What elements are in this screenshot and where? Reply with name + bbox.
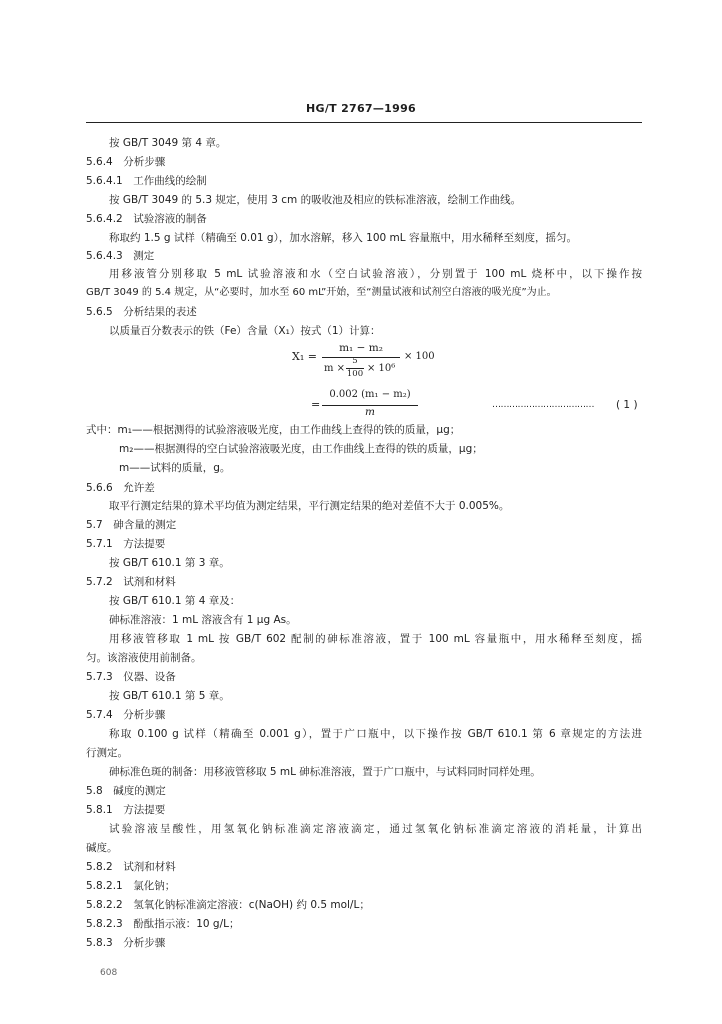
section-heading: 5.6.4.1 工作曲线的绘制 bbox=[86, 175, 207, 187]
text-line: 行测定。 bbox=[86, 747, 128, 759]
formula-denominator-suffix: × 10⁶ bbox=[367, 363, 396, 374]
section-heading: 5.7.4 分析步骤 bbox=[86, 709, 166, 721]
section-heading: 5.8 碱度的测定 bbox=[86, 785, 166, 797]
section-heading: 5.6.4.3 测定 bbox=[86, 250, 155, 262]
section-heading: 5.6.5 分析结果的表述 bbox=[86, 306, 197, 318]
section-heading: 5.7.1 方法提要 bbox=[86, 538, 166, 550]
section-heading: 5.8.1 方法提要 bbox=[86, 804, 166, 816]
where-line: 式中：m₁——根据测得的试验溶液吸光度，由工作曲线上查得的铁的质量，μg； bbox=[86, 424, 461, 436]
section-heading: 5.8.2.1 氯化钠； bbox=[86, 880, 176, 892]
text-line: 取平行测定结果的算术平均值为测定结果，平行测定结果的绝对差值不大于 0.005%。 bbox=[109, 500, 510, 512]
section-heading: 5.6.4 分析步骤 bbox=[86, 156, 166, 168]
text-line: 砷标准色斑的制备：用移液管移取 5 mL 砷标准溶液，置于广口瓶中，与试料同时同样处理。 bbox=[109, 766, 541, 778]
section-heading: 5.8.3 分析步骤 bbox=[86, 937, 166, 949]
where-line: m——试料的质量，g。 bbox=[119, 462, 231, 474]
text-line: 按 GB/T 610.1 第 3 章。 bbox=[109, 557, 230, 569]
header-rule bbox=[86, 122, 642, 123]
text-line: 称取 0.100 g 试样（精确至 0.001 g），置于广口瓶中，以下操作按 GB/T 610.1 第 6 章规定的方法进 bbox=[109, 728, 642, 740]
text-line: 按 GB/T 610.1 第 4 章及： bbox=[109, 595, 241, 607]
small-fraction-numerator: 5 bbox=[352, 356, 358, 366]
formula-denominator-2: m bbox=[365, 406, 375, 418]
section-heading: 5.7 砷含量的测定 bbox=[86, 519, 177, 531]
text-line: 按 GB/T 610.1 第 5 章。 bbox=[109, 690, 230, 702]
formula-lhs: X₁ = bbox=[292, 350, 317, 363]
formula-numerator: m₁ − m₂ bbox=[339, 342, 383, 354]
equation-number: ( 1 ) bbox=[616, 399, 638, 411]
section-heading: 5.8.2 试剂和材料 bbox=[86, 861, 176, 873]
page-number: 608 bbox=[100, 968, 118, 978]
section-heading: 5.8.2.3 酚酞指示液：10 g/L； bbox=[86, 918, 240, 930]
equation-leader: ……………………………… bbox=[492, 400, 594, 410]
where-line: m₂——根据测得的空白试验溶液吸光度，由工作曲线上查得的铁的质量，μg； bbox=[119, 443, 483, 455]
formula-times-100: × 100 bbox=[404, 351, 435, 362]
section-heading: 5.6.6 允许差 bbox=[86, 482, 155, 494]
text-line: 试验溶液呈酸性，用氢氧化钠标准滴定溶液滴定，通过氢氧化钠标准滴定溶液的消耗量，计算出 bbox=[109, 823, 642, 835]
page-header: HG/T 2767—1996 bbox=[305, 102, 417, 115]
text-line: 碱度。 bbox=[86, 842, 118, 854]
section-heading: 5.7.3 仪器、设备 bbox=[86, 671, 176, 683]
formula-numerator-2: 0.002 (m₁ − m₂) bbox=[329, 389, 411, 400]
small-fraction-denominator: 100 bbox=[346, 369, 364, 379]
section-heading: 5.8.2.2 氢氧化钠标准滴定溶液：c(NaOH) 约 0.5 mol/L； bbox=[86, 899, 370, 911]
text-line: 以质量百分数表示的铁（Fe）含量（X₁）按式（1）计算： bbox=[109, 325, 381, 337]
text-line: GB/T 3049 的 5.4 规定，从“必要时，加水至 60 mL”开始，至“测量试液和试剂空白溶液的吸光度”为止。 bbox=[86, 287, 557, 298]
formula-eq: = bbox=[311, 398, 321, 411]
text-line: 用移液管移取 1 mL 按 GB/T 602 配制的砷标准溶液，置于 100 mL 容量瓶中，用水稀释至刻度，摇 bbox=[109, 633, 642, 645]
section-heading: 5.7.2 试剂和材料 bbox=[86, 576, 176, 588]
text-line: 砷标准溶液：1 mL 溶液含有 1 μg As。 bbox=[109, 614, 297, 626]
text-line: 按 GB/T 3049 的 5.3 规定，使用 3 cm 的吸收池及相应的铁标准溶液，绘制工作曲线。 bbox=[109, 194, 522, 206]
formula-denominator-prefix: m × bbox=[324, 363, 346, 374]
text-line: 按 GB/T 3049 第 4 章。 bbox=[109, 137, 227, 149]
text-line: 称取约 1.5 g 试样（精确至 0.01 g），加水溶解，移入 100 mL 容量瓶中，用水稀释至刻度，摇匀。 bbox=[109, 232, 577, 244]
text-line: 匀。该溶液使用前制备。 bbox=[86, 652, 202, 664]
section-heading: 5.6.4.2 试验溶液的制备 bbox=[86, 213, 207, 225]
text-line: 用移液管分别移取 5 mL 试验溶液和水（空白试验溶液），分别置于 100 mL 烧杯中，以下操作按 bbox=[109, 268, 642, 280]
